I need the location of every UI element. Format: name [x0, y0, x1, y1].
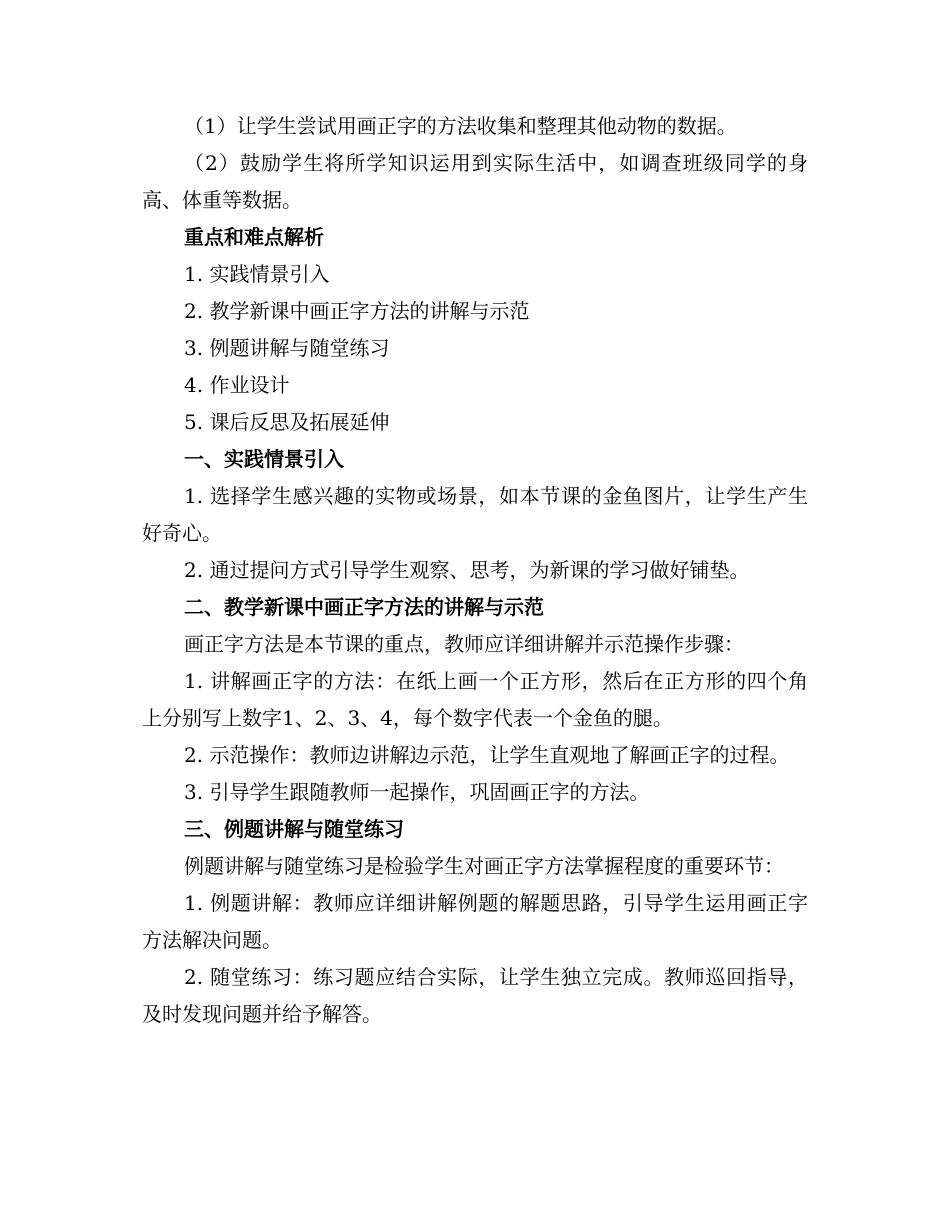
section-heading-3: 三、例题讲解与随堂练习 — [184, 817, 404, 841]
paragraph-intro-2: 2. 通过提问方式引导学生观察、思考，为新课的学习做好铺垫。 — [184, 558, 750, 582]
list-item-5: 5. 课后反思及拓展延伸 — [184, 410, 390, 434]
paragraph-method-3: 3. 引导学生跟随教师一起操作，巩固画正字的方法。 — [184, 780, 650, 804]
list-item-4: 4. 作业设计 — [184, 373, 290, 397]
paragraph-method-intro: 画正字方法是本节课的重点，教师应详细讲解并示范操作步骤： — [184, 632, 744, 656]
paragraph-method-1: 1. 讲解画正字的方法：在纸上画一个正方形，然后在正方形的四个角上分别写上数字1、2、3、4，每个数字代表一个金鱼的腿。 — [142, 669, 808, 730]
list-item-2: 2. 教学新课中画正字方法的讲解与示范 — [184, 299, 530, 323]
paragraph-method-2: 2. 示范操作：教师边讲解边示范，让学生直观地了解画正字的过程。 — [184, 743, 790, 767]
list-item-1: 1. 实践情景引入 — [184, 262, 330, 286]
section-heading-1: 一、实践情景引入 — [184, 447, 344, 471]
paragraph-task-2: （2）鼓励学生将所学知识运用到实际生活中，如调查班级同学的身高、体重等数据。 — [142, 151, 808, 212]
paragraph-task-1: （1）让学生尝试用画正字的方法收集和整理其他动物的数据。 — [184, 114, 737, 138]
document-page — [142, 108, 808, 1033]
paragraph-intro-1: 1. 选择学生感兴趣的实物或场景，如本节课的金鱼图片，让学生产生好奇心。 — [142, 484, 808, 545]
section-heading-key-points: 重点和难点解析 — [184, 225, 324, 249]
list-item-3: 3. 例题讲解与随堂练习 — [184, 336, 390, 360]
paragraph-example-intro: 例题讲解与随堂练习是检验学生对画正字方法掌握程度的重要环节： — [184, 854, 784, 878]
paragraph-example-2: 2. 随堂练习：练习题应结合实际，让学生独立完成。教师巡回指导，及时发现问题并给予解答。 — [142, 965, 808, 1026]
paragraph-example-1: 1. 例题讲解：教师应详细讲解例题的解题思路，引导学生运用画正字方法解决问题。 — [142, 891, 808, 952]
section-heading-2: 二、教学新课中画正字方法的讲解与示范 — [184, 595, 544, 619]
